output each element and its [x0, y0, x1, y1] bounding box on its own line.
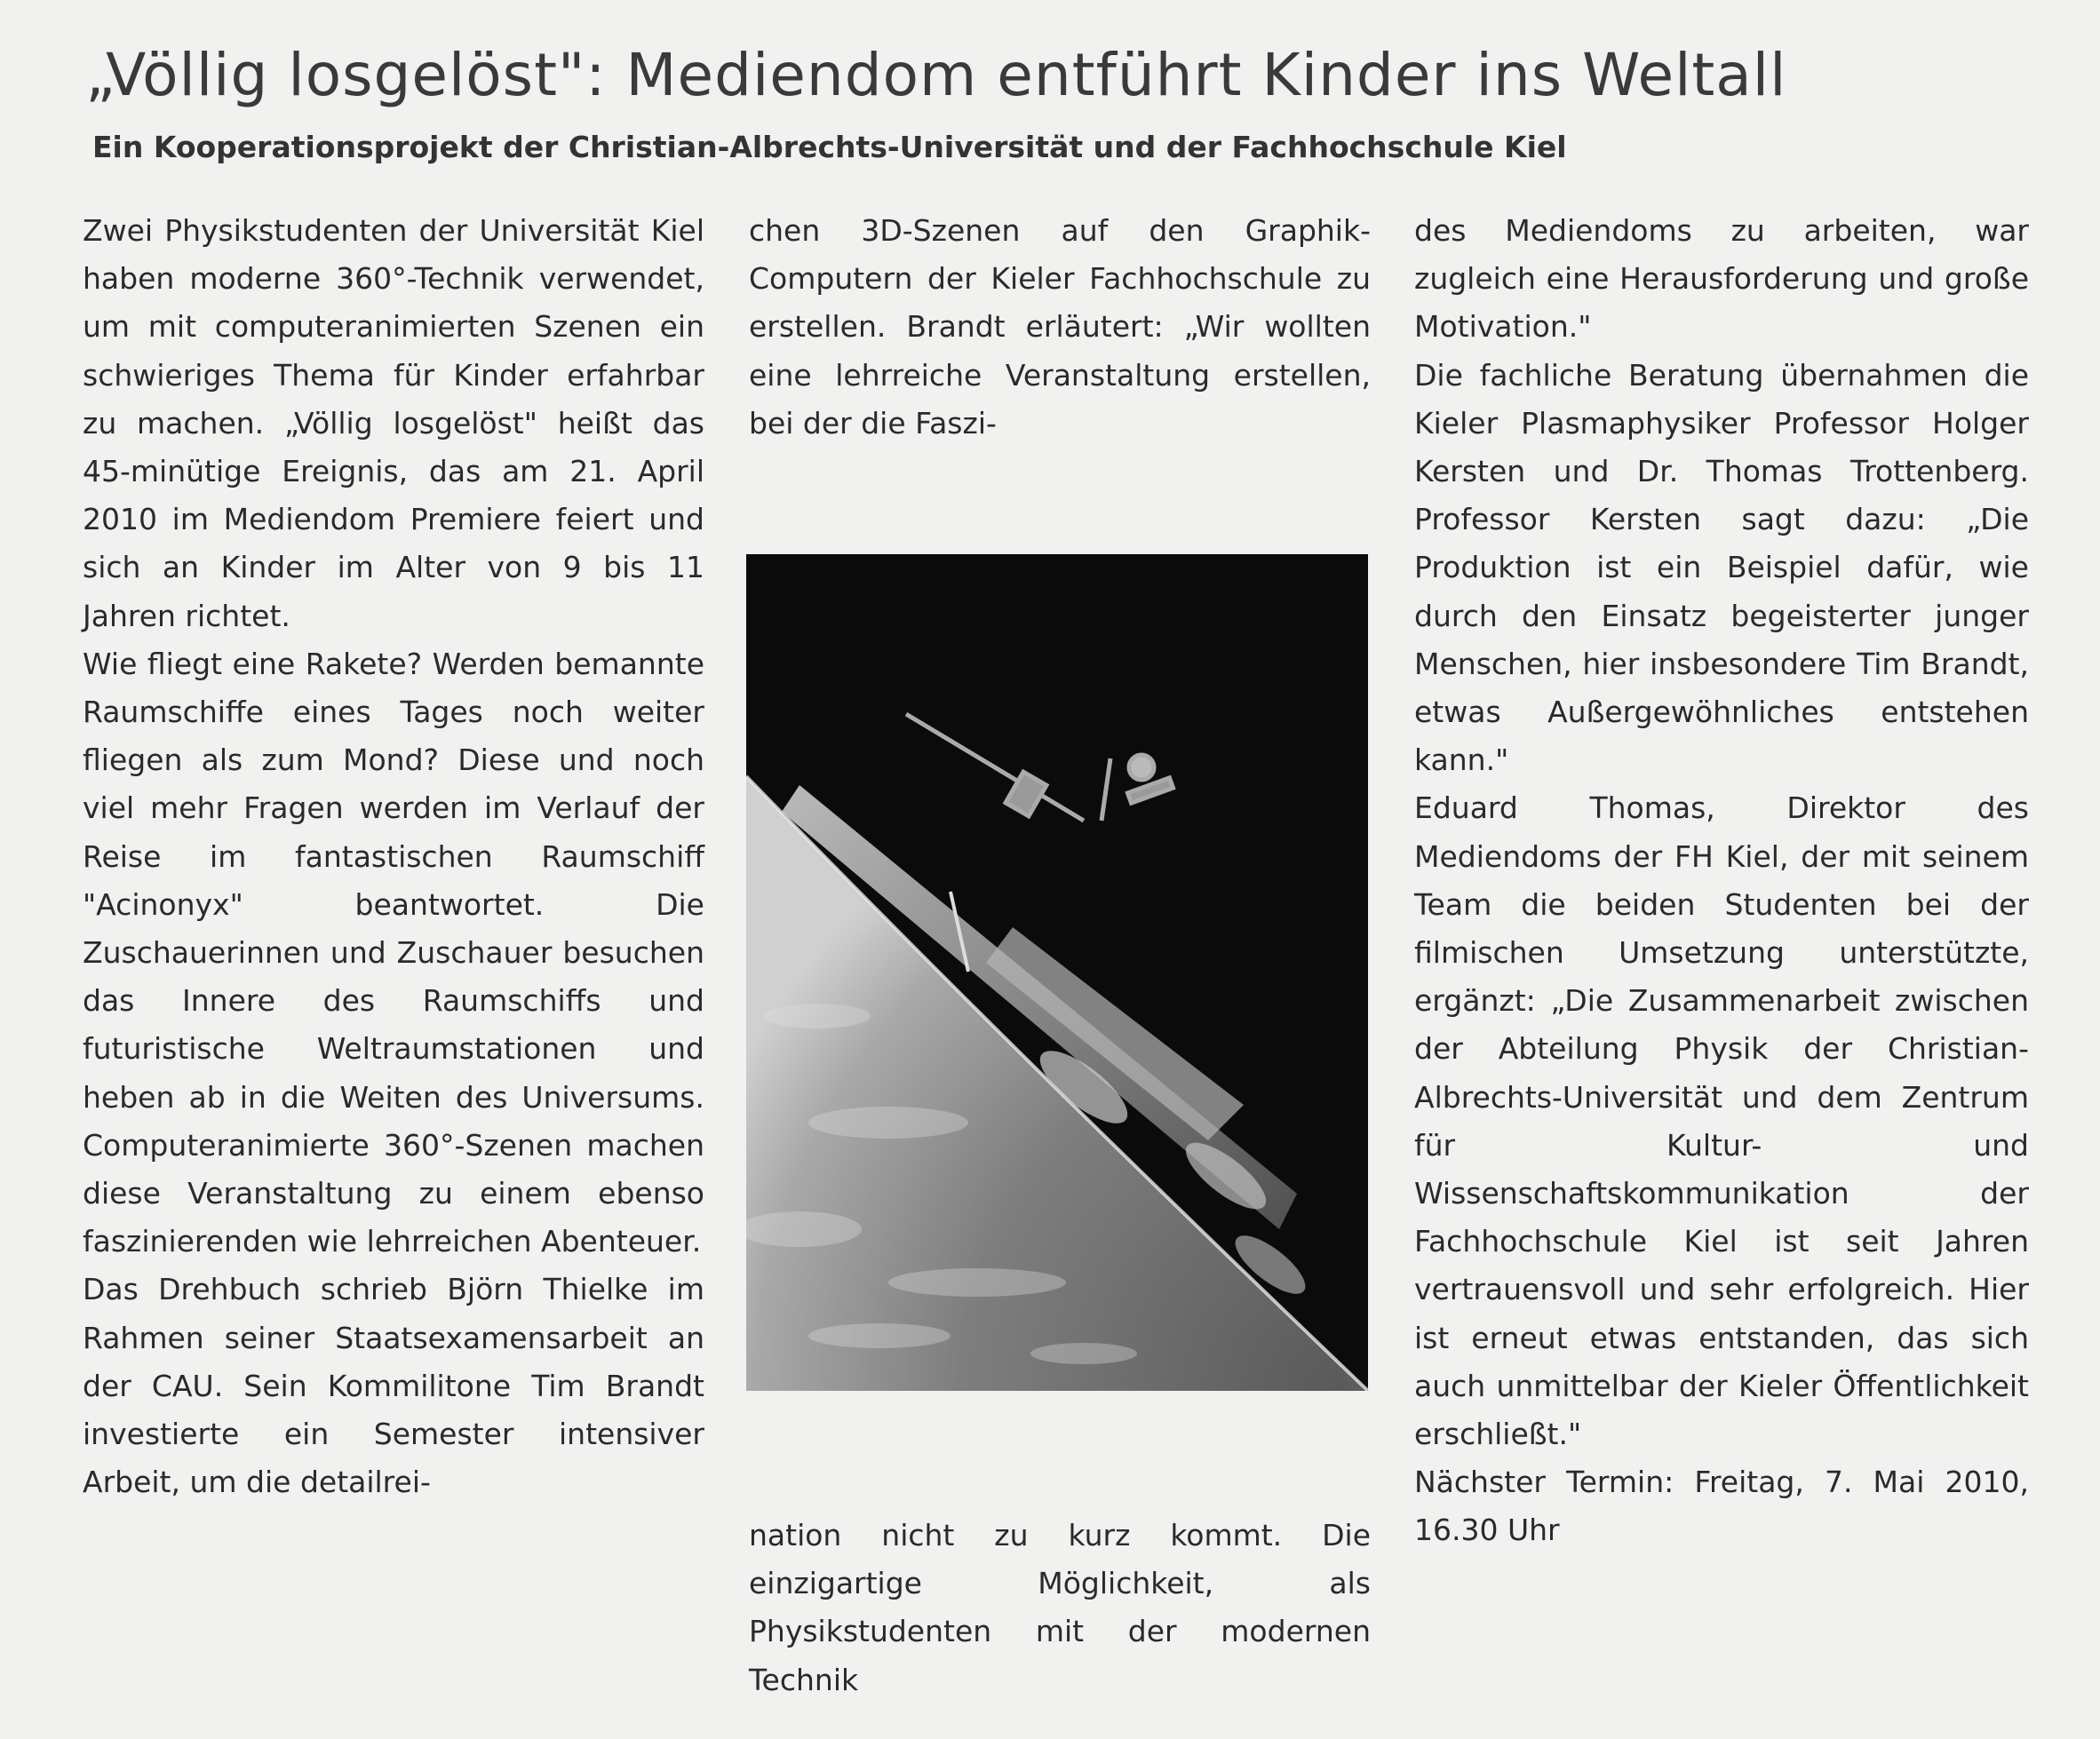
article-subheadline: Ein Kooperationsprojekt der Christian-Albrechts-Universität und der Fachhochschule Kiel [92, 130, 1567, 164]
paragraph: Das Drehbuch schrieb Björn Thielke im Rahmen seiner Staatsexamensarbeit an der CAU. Sein Kommilitone Tim Brandt investierte ein Semester intensiver Arbeit, um die detailrei- [83, 1272, 704, 1500]
article-photo [746, 554, 1368, 1391]
paragraph: Eduard Thomas, Direktor des Mediendoms der FH Kiel, der mit seinem Team die beiden Studenten bei der filmischen Umsetzung unterstützte, ergänzt: „Die Zusammenarbeit zwischen der Abteilung Physik der Christian-Albrechts-Universität und dem Zentrum für Kultur- und Wissenschaftskommunikation der Fachhochschule Kiel ist seit Jahren vertrauensvoll und sehr erfolgreich. Hier ist erneut etwas entstanden, das sich auch unmittelbar der Kieler Öffentlichkeit erschließt." [1414, 790, 2029, 1452]
column-left [83, 207, 704, 1506]
paragraph: nation nicht zu kurz kommt. Die einzigartige Möglichkeit, als Physikstudenten mit der modernen Technik [749, 1518, 1371, 1697]
paragraph: des Mediendoms zu arbeiten, war zugleich eine Herausforderung und große Motivation." [1414, 213, 2029, 345]
next-date-paragraph: Nächster Termin: Freitag, 7. Mai 2010, 16.30 Uhr [1414, 1465, 2029, 1548]
article-headline: „Völlig losgelöst": Mediendom entführt Kinder ins Weltall [85, 41, 1787, 109]
paragraph: Zwei Physikstudenten der Universität Kiel haben moderne 360°-Technik verwendet, um mit computeranimierten Szenen ein schwieriges Thema für Kinder erfahrbar zu machen. „Völlig losgelöst" heißt das 45-minütige Ereignis, das am 21. April 2010 im Mediendom Premiere feiert und sich an Kinder im Alter von 9 bis 11 Jahren richtet. [83, 213, 704, 633]
paragraph: chen 3D-Szenen auf den Graphik-Computern der Kieler Fachhochschule zu erstellen. Brandt erläutert: „Wir wollten eine lehrreiche Veranstaltung erstellen, bei der die Faszi- [749, 213, 1371, 441]
paragraph: Die fachliche Beratung übernahmen die Kieler Plasmaphysiker Professor Holger Kersten und Dr. Thomas Trottenberg. Professor Kersten sagt dazu: „Die Produktion ist ein Beispiel dafür, wie durch den Einsatz begeisterter junger Menschen, hier insbesondere Tim Brandt, etwas Außergewöhnliches entstehen kann." [1414, 357, 2029, 778]
paragraph: Wie fliegt eine Rakete? Werden bemannte Raumschiffe eines Tages noch weiter fliegen als zum Mond? Diese und noch viel mehr Fragen werden im Verlauf der Reise im fantastischen Raumschiff "Acinonyx" beantwortet. Die Zuschauerinnen und Zuschauer besuchen das Innere des Raumschiffs und futuristische Weltraumstationen und heben ab in die Weiten des Universums. Computeranimierte 360°-Szenen machen diese Veranstaltung zu einem ebenso faszinierenden wie lehrreichen Abenteuer. [83, 646, 704, 1259]
spaceship-over-earth-illustration [746, 554, 1368, 1391]
column-middle-top [749, 207, 1371, 448]
column-right [1414, 207, 2029, 1555]
column-middle-bottom [749, 1512, 1371, 1704]
